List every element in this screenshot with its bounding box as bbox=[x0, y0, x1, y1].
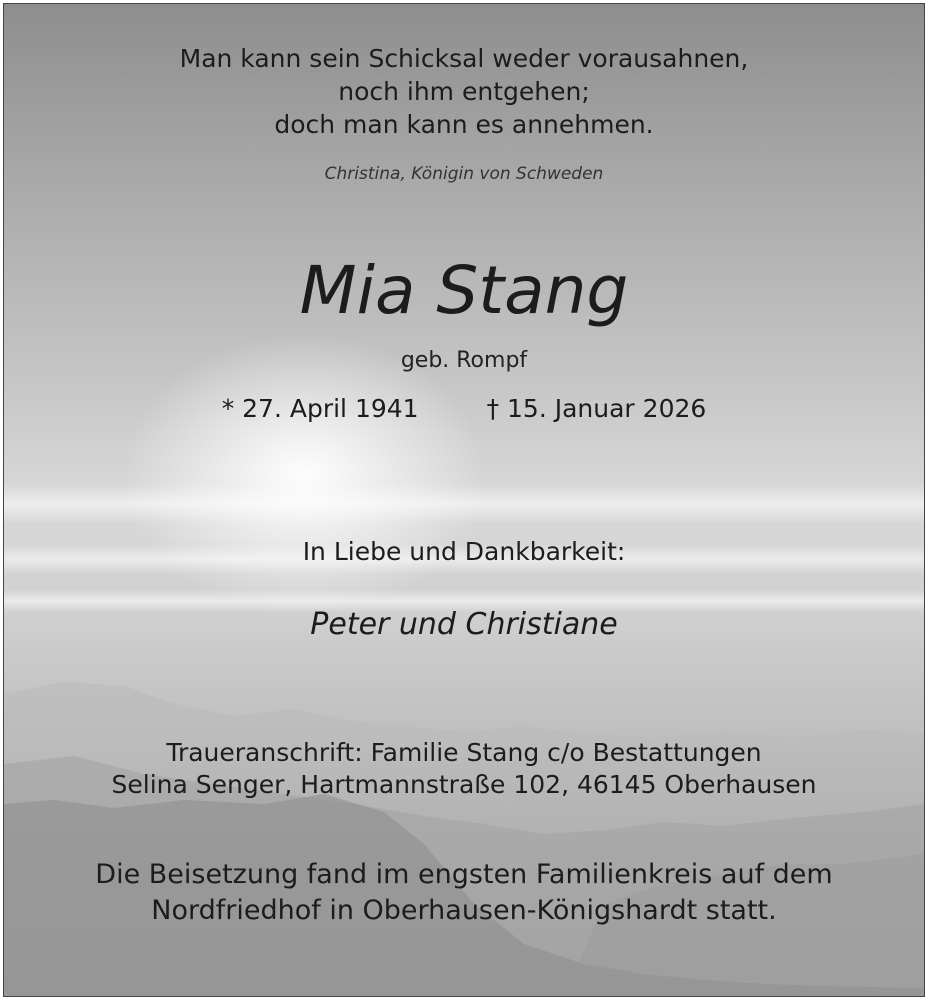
funeral-line: Nordfriedhof in Oberhausen-Königshardt statt. bbox=[151, 895, 777, 926]
mourners-intro: In Liebe und Dankbarkeit: bbox=[302, 537, 626, 566]
quote-line: noch ihm entgehen; bbox=[338, 77, 590, 106]
obituary-card bbox=[3, 3, 925, 997]
address-line: Traueranschrift: Familie Stang c/o Bestattungen bbox=[166, 738, 762, 767]
quote-block bbox=[4, 42, 924, 141]
funeral-notice bbox=[4, 857, 924, 929]
death-date: † 15. Januar 2026 bbox=[486, 394, 707, 423]
mountain-landscape-background bbox=[4, 4, 924, 996]
birth-name: geb. Rompf bbox=[400, 348, 528, 373]
birth-date: * 27. April 1941 bbox=[221, 394, 419, 423]
quote-line: doch man kann es annehmen. bbox=[274, 110, 654, 139]
quote-line: Man kann sein Schicksal weder vorausahnen, bbox=[179, 44, 749, 73]
funeral-line: Die Beisetzung fand im engsten Familienkreis auf dem bbox=[95, 859, 833, 890]
quote-source: Christina, Königin von Schweden bbox=[324, 164, 604, 184]
address-line: Selina Senger, Hartmannstraße 102, 46145 Oberhausen bbox=[111, 770, 817, 799]
mourners-names: Peter und Christiane bbox=[310, 607, 618, 642]
mourning-address bbox=[4, 737, 924, 801]
deceased-name: Mia Stang bbox=[299, 252, 629, 329]
life-dates bbox=[4, 394, 924, 423]
